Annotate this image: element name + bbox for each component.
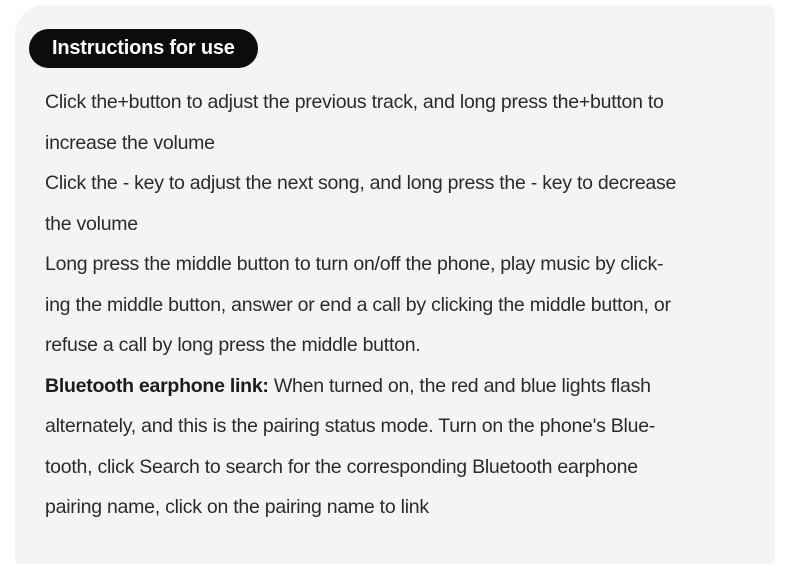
instruction-line: tooth, click Search to search for the corresponding Bluetooth earphone <box>45 455 638 478</box>
instruction-line: the volume <box>45 212 138 235</box>
instruction-line: alternately, and this is the pairing status mode. Turn on the phone's Blue- <box>45 415 656 437</box>
section-title-badge <box>29 29 258 68</box>
instruction-line-bluetooth-lead <box>45 366 745 407</box>
section-title: Instructions for use <box>52 37 235 59</box>
instruction-line: Long press the middle button to turn on/off the phone, play music by click- <box>45 253 664 275</box>
instruction-line: Click the - key to adjust the next song, and long press the - key to decrease <box>45 172 677 194</box>
bluetooth-link-lead-text: When turned on, the red and blue lights flash <box>273 374 651 397</box>
instruction-line: increase the volume <box>45 131 215 154</box>
instruction-line: pairing name, click on the pairing name to link <box>45 496 429 518</box>
instruction-text-block <box>45 82 745 528</box>
instruction-line: refuse a call by long press the middle button. <box>45 334 421 356</box>
bluetooth-link-label: Bluetooth earphone link: <box>45 374 269 397</box>
instruction-line: ing the middle button, answer or end a call by clicking the middle button, or <box>45 293 671 316</box>
instruction-line: Click the+button to adjust the previous track, and long press the+button to <box>45 91 664 113</box>
